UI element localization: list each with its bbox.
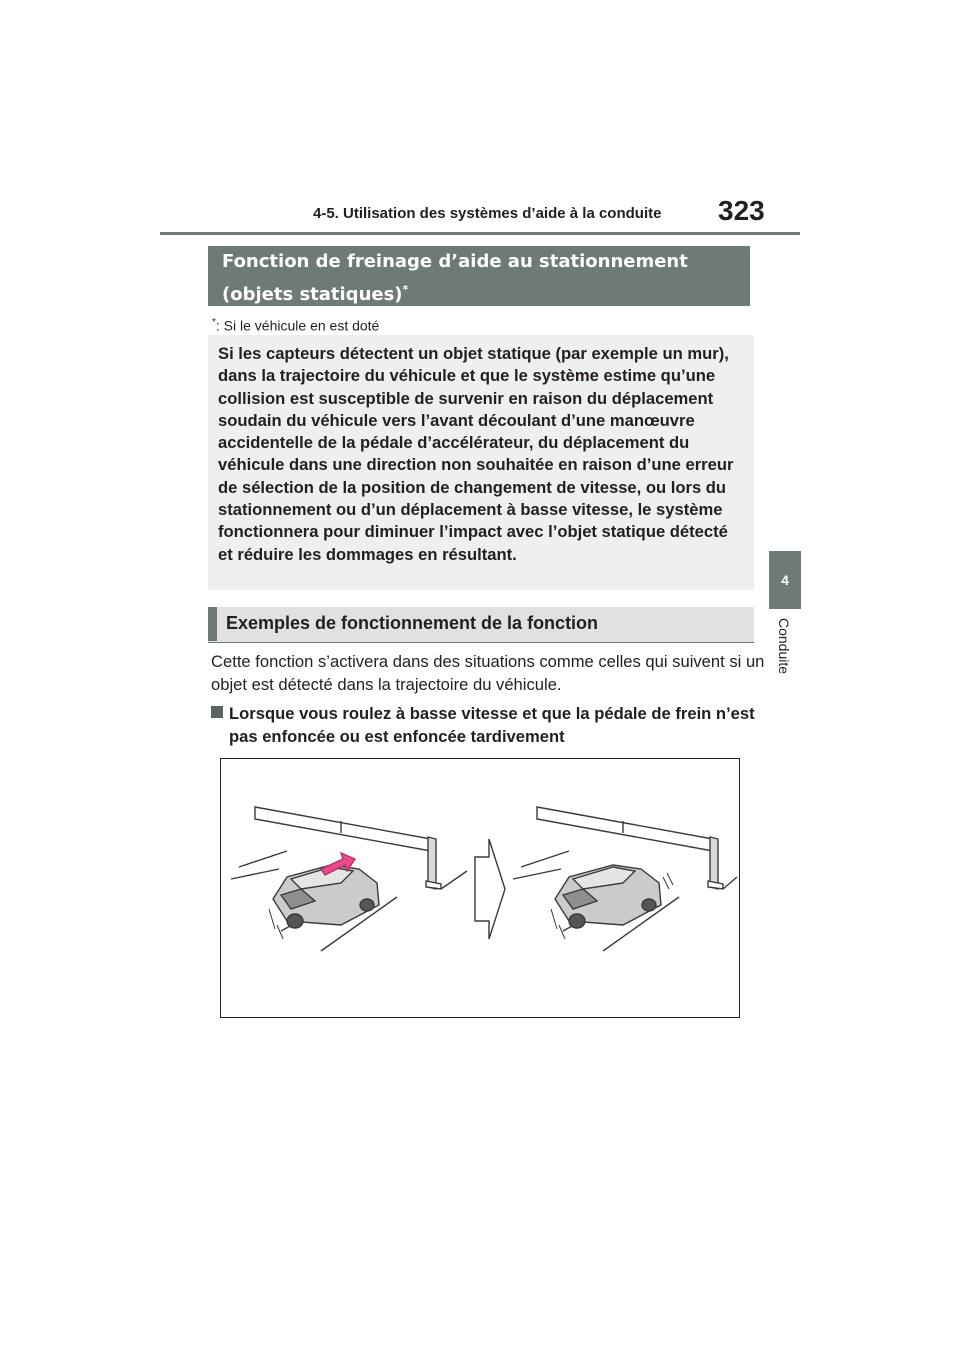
stop-marks-right <box>663 873 673 889</box>
lane-left-1 <box>441 871 467 889</box>
chapter-tab[interactable] <box>769 551 801 609</box>
subsection-accent-bar <box>208 607 217 641</box>
page-number: 323 <box>718 195 765 226</box>
square-bullet-icon <box>211 706 223 718</box>
subsection-title: Exemples de fonctionnement de la fonction <box>226 613 599 633</box>
bullet-item <box>211 702 756 748</box>
car-right <box>555 865 661 928</box>
scene-right <box>513 807 737 951</box>
bullet-text: Lorsque vous roulez à basse vitesse et que la pédale de frein n’est pas enfoncée ou est enfoncée tardivement <box>229 704 755 746</box>
wall-right <box>537 807 713 851</box>
section-title-footnote-mark: * <box>402 283 409 296</box>
motion-lines-left <box>269 909 283 939</box>
transition-arrow-icon <box>475 839 505 939</box>
footnote <box>212 317 379 334</box>
wall-left-cap <box>426 881 441 889</box>
chapter-name: Conduite <box>776 618 792 675</box>
scene-left <box>231 807 467 951</box>
running-header: 4-5. Utilisation des systèmes d’aide à la conduite <box>313 205 662 222</box>
footnote-text: : Si le véhicule en est doté <box>215 317 380 334</box>
summary-box <box>208 335 754 590</box>
summary-text: Si les capteurs détectent un objet statique (par exemple un mur), dans la trajectoire du véhicule et que le système estime qu’une collision est susceptible de survenir en raison du déplacement soudain du véhicule vers l’avant découlant d’une manœuvre accidentelle de la pédale d’accélérateur, du déplacement du véhicule dans une direction non souhaitée en raison d’une erreur de sélection de la position de changement de vitesse, ou lors du stationnement ou d’un déplacement à basse vitesse, le système fonctionnera pour diminuer l’impact avec l’objet statique détecté et réduire les dommages en résultant. <box>218 344 734 564</box>
chapter-number: 4 <box>781 572 789 588</box>
footnote-mark: * <box>212 317 216 328</box>
header-rule <box>160 232 800 235</box>
car-right-wheel-front <box>642 899 656 911</box>
section-title-line2 <box>222 276 736 309</box>
car-right-wheel-rear <box>569 914 585 928</box>
intro-paragraph: Cette fonction s’activera dans des situations comme celles qui suivent si un objet est détecté dans la trajectoire du véhicule. <box>211 652 765 694</box>
wall-left <box>255 807 431 851</box>
illustration-frame <box>220 758 740 1018</box>
curb-right <box>513 851 569 879</box>
wall-right-cap <box>708 881 723 889</box>
subsection-banner <box>208 607 754 643</box>
chapter-label <box>770 618 800 698</box>
car-left-wheel-front <box>360 899 374 911</box>
curb-left <box>231 851 287 879</box>
parking-brake-illustration <box>221 759 741 1019</box>
section-title-line1: Fonction de freinage d’aide au stationnement <box>222 251 688 272</box>
section-title-banner <box>208 246 750 306</box>
car-left-wheel-rear <box>287 914 303 928</box>
motion-lines-right <box>551 909 565 939</box>
section-title-line2-text: (objets statiques) <box>222 284 403 305</box>
lane-right-1 <box>723 877 737 889</box>
